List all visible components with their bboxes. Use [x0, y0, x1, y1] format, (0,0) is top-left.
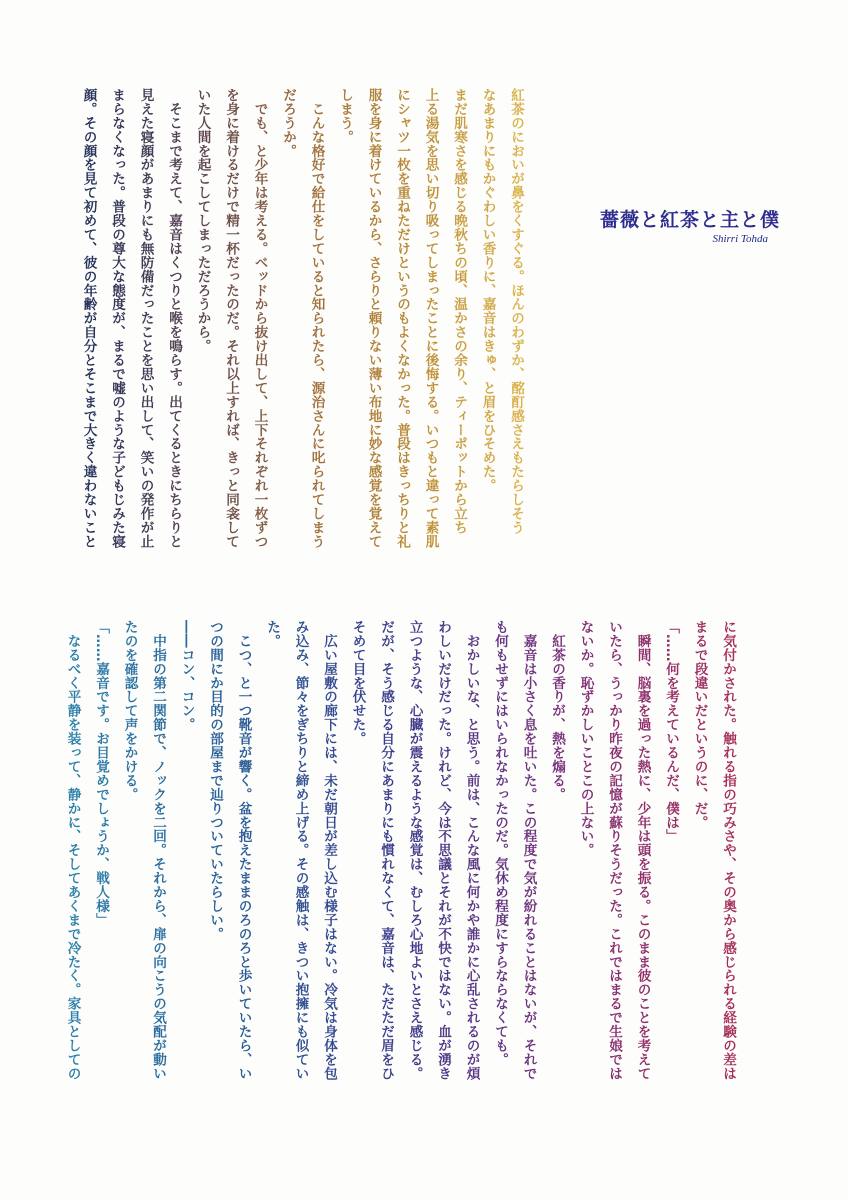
upper-text-block: [80, 88, 530, 578]
upper-text-line: 上る湯気を思い切り吸ってしまったことに後悔する。いつもと違って素肌: [422, 88, 439, 549]
lower-text-line: そめて目を伏せた。: [349, 620, 366, 746]
upper-text-line: 顔。その顔を見て初めて、彼の年齢が自分とそこまで大きく違わないこと: [80, 88, 97, 549]
upper-text-line: まだ肌寒さを感じる晩秋ちの頃、温かさの余り、ティーポットから立ち: [451, 88, 467, 535]
lower-text-line: も何もせずにはいられなかったのだ。気休め程度にすらならなくても。: [492, 620, 508, 1067]
lower-text-line: 立つような、心臓が震えるような感覚は、むしろ心地よいとさえ感じる。: [406, 620, 423, 1081]
lower-text-line: に気付かされた。触れる指の巧みさや、その奥から感じられる経験の差は: [720, 620, 736, 1081]
lower-text-line: 「……嘉音です。お目覚めでしょうか、戦人様」: [93, 620, 109, 927]
lower-text-line: 瞬間、脳裏を過った熱に、少年は頭を振る。このまま彼のことを考えて: [634, 620, 651, 1081]
upper-text-line: 服を身に着けているから、さらりと頼りない薄い布地に妙な感覚を覚えて: [365, 88, 382, 549]
lower-text-line: いたら、うっかり昨夜の記憶が蘇りそうだった。これではまるで生娘では: [606, 620, 622, 1081]
lower-text-line: 「……何を考えているんだ、僕は」: [663, 620, 679, 844]
lower-text-line: 紅茶の香りが、熱を煽る。: [549, 620, 565, 802]
author-name: Shirri Tohda: [712, 232, 768, 245]
lower-text-line: わしいだけだった。けれど、今は不思議とそれが不快ではない。血が湧き: [435, 620, 451, 1081]
lower-text-line: 中指の第二関節で、ノックを二回。それから、扉の向こうの気配が動い: [150, 620, 166, 1081]
lower-text-line: なるべく平静を装って、静かに、そしてあくまで冷たく。家具としての: [64, 620, 81, 1081]
lower-text-line: たのを確認して声をかける。: [121, 620, 138, 802]
lower-text-line: 嘉音は小さく息を吐いた。この程度で気が紛れることはないが、それで: [520, 620, 537, 1081]
lower-text-line: た。: [264, 620, 280, 648]
upper-text-line: いた人間を起こしてしまっただろうから。: [194, 88, 211, 354]
lower-text-line: 広い屋敷の廊下には、未だ朝日が差し込む様子はない。冷気は身体を包: [321, 620, 337, 1081]
lower-text-block: [64, 620, 742, 1120]
upper-text-line: だろうか。: [280, 88, 296, 158]
lower-text-line: ないか。恥ずかしいことこの上ない。: [577, 620, 594, 858]
title-block: [560, 210, 780, 245]
upper-text-line: こんな格好で給仕をしていると知られたら、源治さんに叱られてしまう: [308, 88, 325, 549]
story-title: 薔薇と紅茶と主と僕: [599, 209, 780, 231]
lower-text-line: こつ、と一つ靴音が響く。盆を抱えたままのろのろと歩いていたら、い: [235, 620, 252, 1081]
upper-text-line: にシャツ一枚を重ねただけというのもよくなかった。普段はきっちりと礼: [394, 88, 410, 549]
upper-text-line: でも、と少年は考える。ベッドから抜け出して、上下それぞれ一枚ずつ: [251, 88, 268, 549]
upper-text-line: そこまで考えて、嘉音はくつりと喉を鳴らす。出てくるときにちらりと: [166, 88, 182, 549]
lower-text-line: ――コン、コン。: [178, 620, 195, 732]
lower-text-line: つの間にか目的の部屋まで辿りついていたらしい。: [207, 620, 223, 941]
lower-text-line: まるで段違いだというのに、だ。: [691, 620, 708, 830]
lower-text-line: おかしいな、と思う。前は、こんな風に何かや誰かに心乱されるのが煩: [463, 620, 480, 1081]
lower-text-line: み込み、節々をぎちりと締め上げる。その感触は、きつい抱擁にも似てい: [292, 620, 309, 1081]
upper-text-line: まらなくなった。普段の尊大な態度が、まるで嘘のような子どもじみた寝: [109, 88, 125, 549]
upper-text-line: なあまりにもかぐわしい香りに、嘉音はきゅ、と眉をひそめた。: [479, 88, 496, 493]
upper-text-line: を身に着けるだけで精一杯だったのだ。それ以上すれば、きっと同衾して: [223, 88, 239, 549]
upper-text-line: しまう。: [337, 88, 353, 144]
lower-text-line: だが、そう感じる自分にあまりにも慣れなくて、嘉音は、ただただ眉をひ: [378, 620, 394, 1081]
upper-text-line: 見えた寝顔があまりにも無防備だったことを思い出して、笑いの発作が止: [137, 88, 154, 549]
upper-text-line: 紅茶のにおいが鼻をくすぐる。ほんのわずか、酩酊感さえもたらしそう: [508, 88, 524, 535]
